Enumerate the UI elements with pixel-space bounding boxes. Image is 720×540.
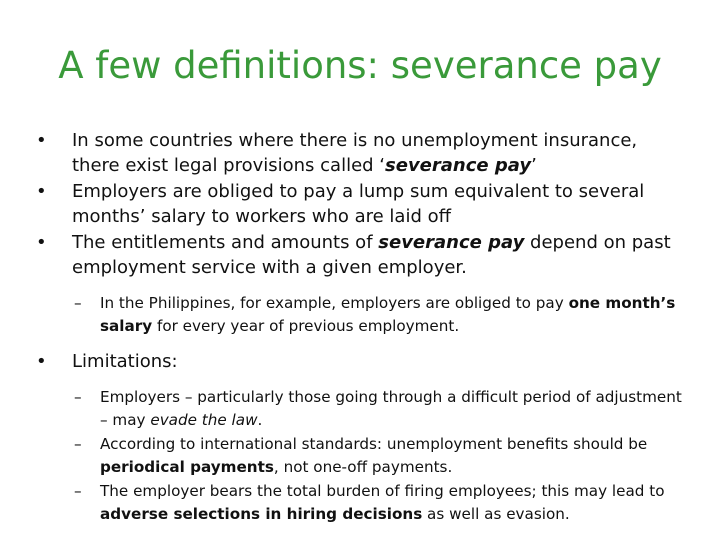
bullet-marker: • (36, 130, 47, 151)
subbullet-text: as well as evasion. (422, 504, 570, 523)
emphasis-text: severance pay (385, 155, 532, 176)
subbullet-text: The employer bears the total burden of firing employees; this may lead to (100, 482, 665, 500)
subbullet-text: Employers – particularly those going through a difficult period of adjustment – may (100, 388, 682, 429)
bullet-text: The entitlements and amounts of (72, 232, 379, 253)
subbullet-marker: – (74, 435, 82, 453)
bullet-marker: • (36, 181, 47, 202)
bullet-text: depend on past employment service with a given employer. (72, 232, 671, 278)
subbullet-philippines (36, 292, 686, 337)
subbullet-text: According to international standards: unemployment benefits should be (100, 435, 648, 453)
emphasis-text: severance pay (378, 232, 525, 253)
strong-text: periodical payments (100, 457, 274, 476)
subbullet-marker: – (74, 482, 82, 500)
strong-text: one month’s salary (100, 294, 676, 335)
bullet-text: Limitations: (72, 351, 178, 372)
bullet-no-insurance (36, 128, 686, 178)
bullet-text: In some countries where there is no unemployment insurance, there exist legal provisions called ‘ (72, 130, 638, 176)
strong-text: adverse selections in hiring decisions (100, 504, 423, 523)
subbullet-text: . (257, 410, 263, 429)
subbullet-employer-burden (36, 480, 686, 525)
subbullet-international-standards (36, 433, 686, 478)
bullet-text: Employers are obliged to pay a lump sum equivalent to several months’ salary to workers who are laid off (72, 181, 645, 227)
slide-title: A few definitions: severance pay (58, 44, 662, 87)
subbullet-text: for every year of previous employment. (152, 316, 460, 335)
bullet-entitlements (36, 230, 686, 280)
bullet-text: ’ (531, 155, 537, 176)
subbullet-marker: – (74, 388, 82, 406)
bullet-lump-sum (36, 179, 686, 229)
emphasis-text: evade the law (150, 410, 258, 429)
bullet-marker: • (36, 351, 47, 372)
slide-body (36, 128, 686, 525)
subbullet-text: , not one-off payments. (273, 457, 453, 476)
subbullet-text: In the Philippines, for example, employers are obliged to pay (100, 294, 569, 312)
subbullet-evade-law (36, 386, 686, 431)
bullet-marker: • (36, 232, 47, 253)
bullet-limitations (36, 349, 686, 374)
subbullet-marker: – (74, 294, 82, 312)
